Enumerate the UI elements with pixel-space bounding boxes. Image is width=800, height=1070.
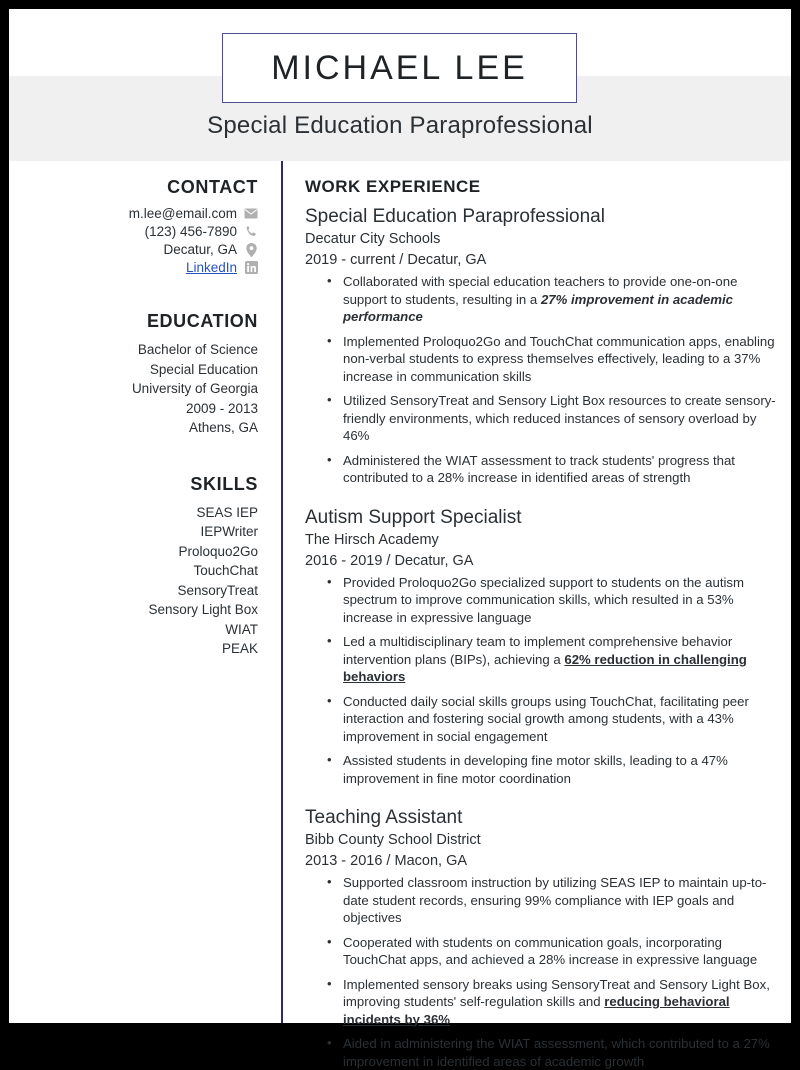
resume-sheet (9, 9, 791, 1069)
job-bullet (327, 452, 781, 487)
page-title: MICHAEL LEE (271, 48, 528, 87)
job-bullet (327, 934, 781, 969)
skill-item: Proloquo2Go (178, 543, 258, 559)
job-title: Teaching Assistant (305, 807, 463, 828)
job-bullet (327, 874, 781, 927)
skill-item: SEAS IEP (196, 504, 258, 520)
skill-item: Sensory Light Box (148, 602, 258, 617)
bullet-text: Collaborated with special education teachers to provide one-on-one support to students, resulting in a (343, 274, 738, 307)
column-divider (281, 161, 283, 1023)
job-entry (305, 505, 781, 788)
education-heading: EDUCATION (146, 311, 258, 331)
bullet-text: Assisted students in developing fine motor skills, leading to a 47% improvement in fine motor coordination (343, 753, 728, 786)
skills-list (21, 503, 258, 659)
skill-item: SensoryTreat (177, 582, 258, 598)
skills-heading: SKILLS (190, 473, 258, 494)
job-bullet-list (305, 574, 781, 788)
skill-item: WIAT (225, 621, 258, 637)
education-line: University of Georgia (131, 381, 258, 396)
phone-icon (244, 225, 258, 239)
resume-header (9, 9, 791, 161)
bullet-text: Conducted daily social skills groups using TouchChat, facilitating peer interaction and fostering social growth among students, with a 43% improvement in social engagement (343, 693, 749, 744)
sidebar (9, 161, 281, 1023)
job-bullet (327, 574, 781, 627)
contact-item-label: Decatur, GA (163, 242, 237, 257)
bullet-text: Implemented Proloquo2Go and TouchChat communication apps, enabling non-verbal students to express themselves effectively, leading to a 37% increase in communication skills (343, 333, 775, 384)
job-company: The Hirsch Academy (305, 531, 439, 548)
education-line: Bachelor of Science (137, 342, 258, 357)
bullet-text: Aided in administering the WIAT assessment, which contributed to a 27% improvement in identified areas of academic growth (343, 1036, 770, 1069)
contact-item-label: m.lee@email.com (128, 206, 237, 221)
contact-item-label: (123) 456-7890 (144, 224, 237, 239)
education-line: Athens, GA (188, 420, 258, 435)
education-line: 2009 - 2013 (185, 400, 258, 416)
bullet-emphasis: 27% improvement in academic performance (343, 291, 733, 324)
job-company: Bibb County School District (305, 832, 481, 848)
resume-body (9, 161, 791, 1069)
job-company: Decatur City Schools (305, 231, 441, 247)
job-bullet (327, 633, 781, 686)
education-line: Special Education (149, 361, 258, 377)
job-bullet (327, 693, 781, 746)
skill-item: TouchChat (193, 563, 258, 578)
job-dates-location: 2013 - 2016 / Macon, GA (305, 853, 468, 869)
job-entry (305, 204, 781, 487)
main-content (281, 161, 791, 1069)
bullet-text: Led a multidisciplinary team to implement comprehensive behavior intervention plans (BIPs), achieving a (343, 634, 733, 667)
bullet-text: Implemented sensory breaks using SensoryTreat and Sensory Light Box, improving students' self-regulation skills and (343, 976, 770, 1009)
job-dates-location: 2019 - current / Decatur, GA (305, 252, 487, 268)
job-title-subtitle: Special Education Paraprofessional (207, 112, 593, 139)
contact-item-envelope (21, 206, 258, 221)
skill-item: PEAK (221, 641, 258, 656)
bullet-text: Provided Proloquo2Go specialized support to students on the autism spectrum to improve communication skills, which resulted in a 53% increase in expressive language (343, 574, 744, 625)
job-entry (305, 805, 781, 1070)
job-bullet-list (305, 874, 781, 1070)
job-bullet (327, 333, 781, 386)
map-pin-icon (244, 243, 258, 257)
job-bullet (327, 976, 781, 1029)
bullet-text: Administered the WIAT assessment to track students' progress that contributed to a 28% increase in identified areas of strength (343, 452, 735, 485)
bullet-text: Utilized SensoryTreat and Sensory Light Box resources to create sensory-friendly environments, which reduced instances of sensory overload by 46% (343, 393, 776, 443)
envelope-icon (244, 207, 258, 221)
bullet-text: Cooperated with students on communication goals, incorporating TouchChat apps, and achieved a 28% increase in expressive language (343, 934, 758, 967)
job-bullet (327, 392, 781, 445)
job-bullet-list (305, 273, 781, 487)
contact-item-phone (21, 224, 258, 239)
linkedin-icon (244, 261, 258, 275)
job-dates-location: 2016 - 2019 / Decatur, GA (305, 552, 474, 569)
contact-list (21, 206, 258, 275)
bullet-emphasis: reducing behavioral incidents by 36% (343, 994, 730, 1027)
skill-item: IEPWriter (200, 524, 258, 539)
contact-item-linkedin[interactable] (21, 260, 258, 275)
education-list (21, 340, 258, 438)
job-bullet (327, 752, 781, 787)
bullet-text: Supported classroom instruction by utilizing SEAS IEP to maintain up-to-date student records, ensuring 99% compliance with IEP goals and objectives (343, 875, 767, 925)
contact-item-label[interactable]: LinkedIn (185, 260, 237, 275)
work-experience-heading: WORK EXPERIENCE (305, 177, 481, 196)
job-bullet (327, 273, 781, 326)
name-box (222, 33, 577, 103)
bullet-emphasis: 62% reduction in challenging behaviors (343, 651, 747, 684)
contact-heading: CONTACT (167, 177, 258, 197)
job-title: Autism Support Specialist (305, 506, 522, 528)
job-bullet (327, 1035, 781, 1070)
jobs-list (305, 204, 781, 1070)
job-title: Special Education Paraprofessional (305, 206, 605, 227)
contact-item-map-pin (21, 242, 258, 257)
